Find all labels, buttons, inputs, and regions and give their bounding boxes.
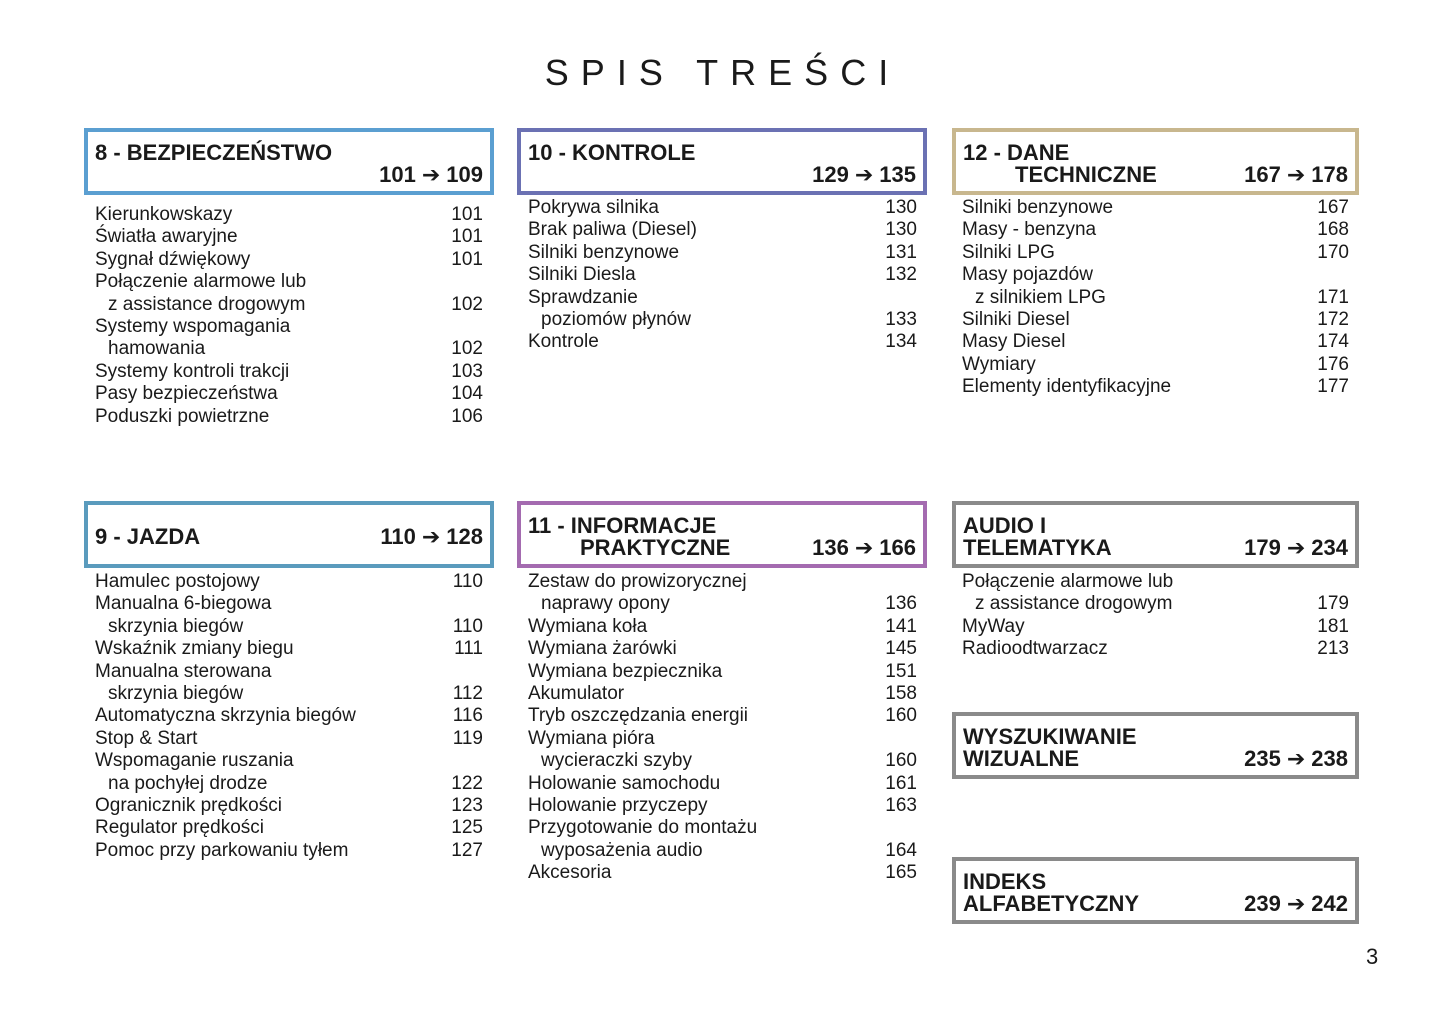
section-title-line1: AUDIO I [963,513,1047,538]
toc-entry-label: skrzynia biegów [108,682,244,704]
toc-entry-label: Masy - benzyna [962,219,1097,241]
toc-entry[interactable] [95,817,483,839]
toc-entry-label: Radioodtwarzacz [962,638,1108,660]
section-header-wyszukiwanie-wizualne[interactable] [952,712,1359,779]
range-from: 239 [1244,891,1281,916]
toc-entry[interactable] [962,616,1349,638]
range-from: 129 [812,162,849,187]
toc-entry[interactable] [962,219,1349,241]
toc-entry-page: 130 [885,219,917,241]
range-from: 179 [1244,535,1281,560]
toc-entry-page: 106 [451,405,483,427]
toc-entry[interactable] [528,661,917,683]
toc-entry-label: Wymiary [962,353,1036,375]
toc-entry[interactable] [528,773,917,795]
section-header-audio-telematyka[interactable] [952,501,1359,568]
toc-entry[interactable] [95,226,483,248]
toc-entry-page: 110 [452,615,483,637]
toc-entry-label: Manualna sterowana [95,660,272,682]
toc-entry-page: 174 [1317,331,1349,353]
toc-entry[interactable] [95,683,483,705]
toc-entry[interactable] [95,361,483,383]
toc-entry-label: Wymiana pióra [528,727,655,749]
toc-entry-label: Akcesoria [528,862,612,884]
toc-entry-page: 136 [885,593,917,615]
toc-entry-label: z assistance drogowym [975,593,1173,615]
range-from: 101 [379,162,416,187]
toc-entry-page: 133 [885,308,917,330]
toc-entry[interactable] [528,331,917,353]
section-header-dane-techniczne[interactable] [952,128,1359,195]
section-header-jazda[interactable] [84,501,494,568]
toc-entry-page: 127 [451,839,483,861]
toc-entry[interactable] [95,571,483,593]
range-to: 238 [1311,746,1348,771]
toc-entry [962,571,1349,593]
toc-entry[interactable] [95,383,483,405]
toc-entry-label: Połączenie alarmowe lub [95,271,307,293]
range-to: 166 [879,535,916,560]
toc-entry[interactable] [962,197,1349,219]
range-to: 178 [1311,162,1348,187]
toc-entry-page: 131 [885,241,917,263]
toc-entry-label: naprawy opony [541,593,670,615]
toc-entry-label: Wymiana bezpiecznika [528,660,723,682]
toc-entry[interactable] [528,683,917,705]
toc-entry-page: 168 [1317,219,1349,241]
arrow-right-icon: ➔ [854,535,874,560]
toc-entry-label: z assistance drogowym [108,293,306,315]
page-range [812,164,916,186]
toc-entry-label: Systemy wspomagania [95,315,291,337]
toc-entry-label: Światła awaryjne [95,226,238,248]
toc-entry [528,571,917,593]
toc-entry[interactable] [95,249,483,271]
range-from: 110 [380,524,416,549]
toc-entry-label: na pochyłej drodze [108,772,268,794]
toc-entry-page: 123 [451,794,483,816]
toc-entry[interactable] [95,728,483,750]
toc-entry-page: 164 [885,839,917,861]
toc-entry[interactable] [528,750,917,772]
page-range [1244,893,1348,915]
toc-entry-label: Zestaw do prowizorycznej [528,571,747,592]
toc-entry-page: 125 [451,817,483,839]
toc-entry-label: Pasy bezpieczeństwa [95,383,278,405]
toc-entry-label: Holowanie przyczepy [528,794,708,816]
toc-entry-label: Silniki benzynowe [962,197,1114,218]
toc-entry[interactable] [95,294,483,316]
toc-list-s10 [528,197,917,354]
toc-entry[interactable] [528,242,917,264]
toc-entry-label: Brak paliwa (Diesel) [528,219,697,241]
section-title-line2: PRAKTYCZNE [580,535,731,560]
toc-entry-page: 158 [885,682,917,704]
toc-entry-label: Wspomaganie ruszania [95,750,294,772]
toc-list-s8 [95,204,483,428]
toc-entry[interactable] [962,331,1349,353]
toc-entry-label: Manualna 6-biegowa [95,593,272,615]
toc-entry[interactable] [528,705,917,727]
page-range [1244,748,1348,770]
toc-entry[interactable] [95,795,483,817]
toc-entry[interactable] [528,593,917,615]
toc-entry-label: Regulator prędkości [95,817,264,839]
toc-entry-page: 101 [451,204,483,225]
page-range [812,537,916,559]
toc-entry-label: skrzynia biegów [108,615,244,637]
toc-entry-label: MyWay [962,615,1025,637]
section-title-line2: TECHNICZNE [1015,162,1157,187]
toc-entry [95,271,483,293]
toc-entry-page: 102 [451,293,483,315]
range-from: 167 [1244,162,1281,187]
toc-entry-page: 167 [1317,197,1349,218]
toc-entry-page: 181 [1317,615,1349,637]
section-title-line1: 11 - INFORMACJE [528,513,717,538]
toc-entry-page: 101 [451,248,483,270]
toc-entry-label: Akumulator [528,682,625,704]
toc-entry-page: 170 [1317,241,1349,263]
toc-entry[interactable] [528,197,917,219]
toc-entry-label: z silnikiem LPG [975,286,1106,308]
range-to: 242 [1311,891,1348,916]
toc-entry-page: 130 [885,197,917,218]
toc-entry[interactable] [962,376,1349,398]
toc-list-s9 [95,571,483,862]
section-title-line2: TELEMATYKA [963,535,1112,560]
toc-entry-page: 161 [885,772,917,794]
toc-entry-page: 134 [885,331,917,353]
toc-entry[interactable] [962,309,1349,331]
toc-entry-page: 177 [1317,376,1349,398]
arrow-right-icon: ➔ [1286,746,1306,771]
toc-entry-label: wyposażenia audio [541,839,703,861]
toc-entry-label: Stop & Start [95,727,198,749]
arrow-right-icon: ➔ [1286,891,1306,916]
toc-entry[interactable] [95,406,483,428]
toc-entry-page: 104 [451,383,483,405]
page-range [1244,537,1348,559]
toc-entry[interactable] [528,219,917,241]
range-to: 128 [446,524,483,549]
toc-entry-label: Sprawdzanie [528,286,638,308]
page-range [380,526,483,548]
toc-entry[interactable] [962,354,1349,376]
toc-entry-label: Masy pojazdów [962,264,1093,286]
toc-entry-page: 176 [1317,353,1349,375]
arrow-right-icon: ➔ [421,524,441,549]
toc-entry-page: 119 [452,727,483,749]
toc-entry-page: 132 [885,264,917,286]
toc-entry-label: Wymiana żarówki [528,638,677,660]
toc-entry-page: 165 [885,862,917,884]
section-title: 9 - JAZDA [95,524,201,549]
toc-entry-label: Połączenie alarmowe lub [962,571,1174,592]
toc-entry-label: Poduszki powietrzne [95,405,270,427]
toc-entry[interactable] [95,204,483,226]
toc-entry-label: Ogranicznik prędkości [95,794,282,816]
page-title: SPIS TREŚCI [544,52,901,93]
section-title-line1: INDEKS [963,869,1047,894]
toc-entry-page: 122 [451,772,483,794]
section-header-kontrole[interactable] [517,128,927,195]
arrow-right-icon: ➔ [854,162,874,187]
toc-entry [95,593,483,615]
toc-entry-page: 101 [451,226,483,248]
range-from: 235 [1244,746,1281,771]
toc-entry [95,661,483,683]
toc-entry-page: 151 [885,660,917,682]
toc-list-audio [962,571,1349,661]
toc-entry[interactable] [95,616,483,638]
toc-entry[interactable] [962,242,1349,264]
toc-entry[interactable] [528,862,917,884]
range-to: 135 [879,162,916,187]
toc-entry-label: Wymiana koła [528,615,648,637]
toc-entry-label: Automatyczna skrzynia biegów [95,705,356,727]
toc-entry-page: 145 [885,638,917,660]
toc-entry[interactable] [528,616,917,638]
toc-entry-label: Masy Diesel [962,331,1066,353]
toc-entry[interactable] [95,840,483,862]
toc-entry-label: Holowanie samochodu [528,772,721,794]
toc-entry-label: poziomów płynów [541,308,691,330]
toc-entry-page: 163 [885,794,917,816]
toc-entry [962,264,1349,286]
arrow-right-icon: ➔ [1286,535,1306,560]
section-title: 8 - BEZPIECZEŃSTWO [95,140,333,165]
toc-entry[interactable] [528,840,917,862]
section-title: 10 - KONTROLE [528,140,696,165]
toc-entry [95,316,483,338]
toc-entry-page: 110 [452,571,483,592]
toc-entry[interactable] [95,638,483,660]
toc-entry-page: 141 [885,615,917,637]
toc-entry [528,817,917,839]
range-from: 136 [812,535,849,560]
toc-entry-label: Wskaźnik zmiany biegu [95,638,294,660]
toc-entry[interactable] [95,705,483,727]
toc-entry-label: Hamulec postojowy [95,571,260,592]
toc-list-s12 [962,197,1349,399]
toc-entry-label: Kontrole [528,331,599,353]
section-title-line1: 12 - DANE [963,140,1070,165]
toc-entry-label: Kierunkowskazy [95,204,233,225]
toc-entry-page: 160 [885,705,917,727]
page-number: 3 [1366,944,1379,969]
toc-entry-page: 171 [1317,286,1349,308]
toc-entry-page: 179 [1317,593,1349,615]
toc-entry[interactable] [95,338,483,360]
section-title-line2: ALFABETYCZNY [963,891,1139,916]
toc-entry-page: 160 [885,750,917,772]
section-header-informacje-praktyczne[interactable] [517,501,927,568]
toc-entry-label: Silniki LPG [962,241,1055,263]
toc-entry-label: wycieraczki szyby [541,750,692,772]
toc-entry-label: Sygnał dźwiękowy [95,248,251,270]
toc-entry-label: Pomoc przy parkowaniu tyłem [95,839,349,861]
toc-entry[interactable] [962,638,1349,660]
toc-entry-label: Systemy kontroli trakcji [95,360,290,382]
section-title-line2: WIZUALNE [963,746,1080,771]
toc-entry-label: Silniki benzynowe [528,241,680,263]
toc-entry[interactable] [962,593,1349,615]
toc-entry[interactable] [95,773,483,795]
toc-entry-label: Silniki Diesel [962,308,1070,330]
toc-entry[interactable] [528,638,917,660]
section-header-bezpieczenstwo[interactable] [84,128,494,195]
range-to: 234 [1311,535,1348,560]
page-range [379,164,483,186]
toc-entry [528,287,917,309]
arrow-right-icon: ➔ [1286,162,1306,187]
toc-entry-label: Silniki Diesla [528,264,636,286]
toc-entry-page: 111 [454,638,483,660]
toc-entry-label: Tryb oszczędzania energii [528,705,749,727]
toc-entry-page: 112 [452,682,483,704]
toc-entry [95,750,483,772]
range-to: 109 [446,162,483,187]
section-header-indeks-alfabetyczny[interactable] [952,857,1359,924]
toc-entry-page: 172 [1317,308,1349,330]
toc-entry[interactable] [528,264,917,286]
toc-entry-label: Przygotowanie do montażu [528,817,758,839]
toc-entry-label: Elementy identyfikacyjne [962,376,1172,398]
toc-entry-label: hamowania [108,338,206,360]
toc-entry-page: 116 [452,705,483,727]
toc-entry-page: 213 [1317,638,1349,660]
toc-entry-label: Pokrywa silnika [528,197,659,218]
toc-entry[interactable] [528,309,917,331]
page-range [1244,164,1348,186]
toc-entry[interactable] [528,795,917,817]
arrow-right-icon: ➔ [421,162,441,187]
section-title-line1: WYSZUKIWANIE [963,724,1137,749]
toc-list-s11 [528,571,917,884]
toc-entry-page: 102 [451,338,483,360]
toc-entry [528,728,917,750]
toc-entry[interactable] [962,287,1349,309]
toc-entry-page: 103 [451,360,483,382]
